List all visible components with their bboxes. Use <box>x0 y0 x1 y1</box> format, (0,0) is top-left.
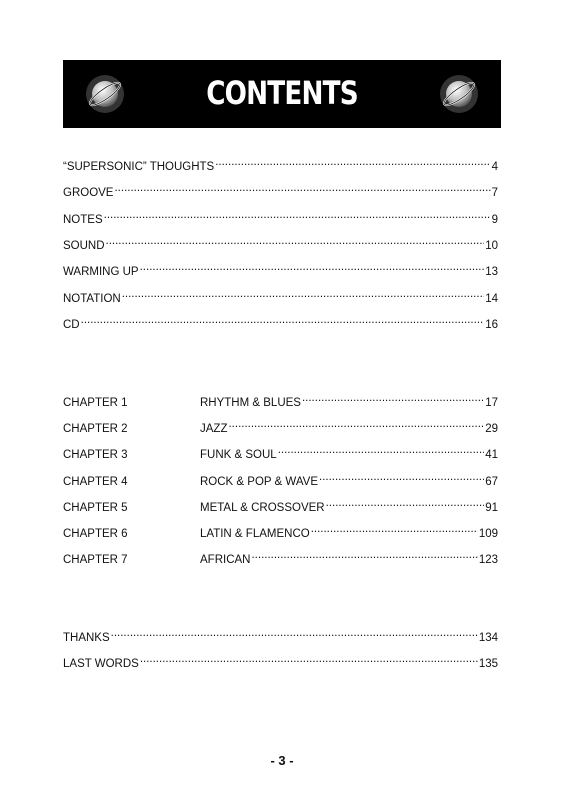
toc-entry[interactable] <box>63 651 498 670</box>
chapter-number: CHAPTER 4 <box>63 476 128 488</box>
toc-entry-page: 135 <box>478 658 498 670</box>
chapter-page: 29 <box>485 423 498 435</box>
dot-leader <box>114 180 490 196</box>
chapter-page: 123 <box>478 554 498 566</box>
chapter-entry[interactable] <box>63 469 498 488</box>
dot-leader <box>106 233 485 249</box>
toc-entry-title: WARMING UP <box>63 266 139 278</box>
dot-leader <box>122 286 484 302</box>
chapter-page: 109 <box>478 528 498 540</box>
dot-leader <box>111 625 478 641</box>
chapter-title: LATIN & FLAMENCO <box>200 528 310 540</box>
dot-leader <box>140 259 485 275</box>
dot-leader <box>326 495 485 511</box>
toc-entry-page: 14 <box>485 293 498 305</box>
toc-entry[interactable] <box>63 233 498 252</box>
chapter-title: JAZZ <box>200 423 228 435</box>
dot-leader <box>228 416 484 432</box>
page-title: CONTENTS <box>206 74 358 112</box>
dot-leader <box>278 442 485 458</box>
toc-entry-page: 10 <box>485 240 498 252</box>
dot-leader <box>302 390 484 406</box>
toc-entry-page: 13 <box>485 266 498 278</box>
toc-entry[interactable] <box>63 625 498 644</box>
chapter-page: 17 <box>485 397 498 409</box>
toc-entry[interactable] <box>63 312 498 331</box>
toc-entry[interactable] <box>63 207 498 226</box>
chapter-number: CHAPTER 2 <box>63 423 128 435</box>
toc-entry-title: SOUND <box>63 240 105 252</box>
chapter-entry[interactable] <box>63 442 498 461</box>
toc-entry-page: 7 <box>491 187 498 199</box>
toc-entry-page: 9 <box>491 214 498 226</box>
toc-entry-page: 134 <box>478 632 498 644</box>
dot-leader <box>81 312 485 328</box>
contents-banner <box>63 60 501 128</box>
chapter-page: 67 <box>485 476 498 488</box>
chapter-title: FUNK & SOUL <box>200 449 277 461</box>
toc-entry-title: THANKS <box>63 632 110 644</box>
toc-entry-page: 4 <box>491 161 498 173</box>
chapter-entry[interactable] <box>63 390 498 409</box>
toc-entry[interactable] <box>63 154 498 173</box>
toc-entry[interactable] <box>63 286 498 305</box>
chapter-title: ROCK & POP & WAVE <box>200 476 319 488</box>
page-number: - 3 - <box>270 753 294 768</box>
toc-entry-title: NOTATION <box>63 293 121 305</box>
toc-entry-title: LAST WORDS <box>63 658 139 670</box>
chapter-number: CHAPTER 5 <box>63 502 128 514</box>
toc-entry-title: “SUPERSONIC” THOUGHTS <box>63 161 215 173</box>
chapter-entry[interactable] <box>63 547 498 566</box>
chapter-title: AFRICAN <box>200 554 251 566</box>
dot-leader <box>215 154 490 170</box>
chapter-entry[interactable] <box>63 495 498 514</box>
dot-leader <box>104 207 491 223</box>
toc-entry-title: NOTES <box>63 214 103 226</box>
chapter-number: CHAPTER 3 <box>63 449 128 461</box>
chapter-number: CHAPTER 6 <box>63 528 128 540</box>
chapter-title: METAL & CROSSOVER <box>200 502 325 514</box>
chapter-number: CHAPTER 7 <box>63 554 128 566</box>
toc-entry[interactable] <box>63 180 498 199</box>
chapter-page: 91 <box>485 502 498 514</box>
toc-entry-title: CD <box>63 319 80 331</box>
toc-entry-page: 16 <box>485 319 498 331</box>
ringed-planet-icon <box>439 74 479 114</box>
chapter-entry[interactable] <box>63 416 498 435</box>
dot-leader <box>311 521 478 537</box>
dot-leader <box>319 469 484 485</box>
chapter-page: 41 <box>485 449 498 461</box>
dot-leader <box>251 547 477 563</box>
toc-entry[interactable] <box>63 259 498 278</box>
dot-leader <box>140 651 478 667</box>
chapter-number: CHAPTER 1 <box>63 397 128 409</box>
chapter-title: RHYTHM & BLUES <box>200 397 301 409</box>
toc-entry-title: GROOVE <box>63 187 114 199</box>
chapter-entry[interactable] <box>63 521 498 540</box>
